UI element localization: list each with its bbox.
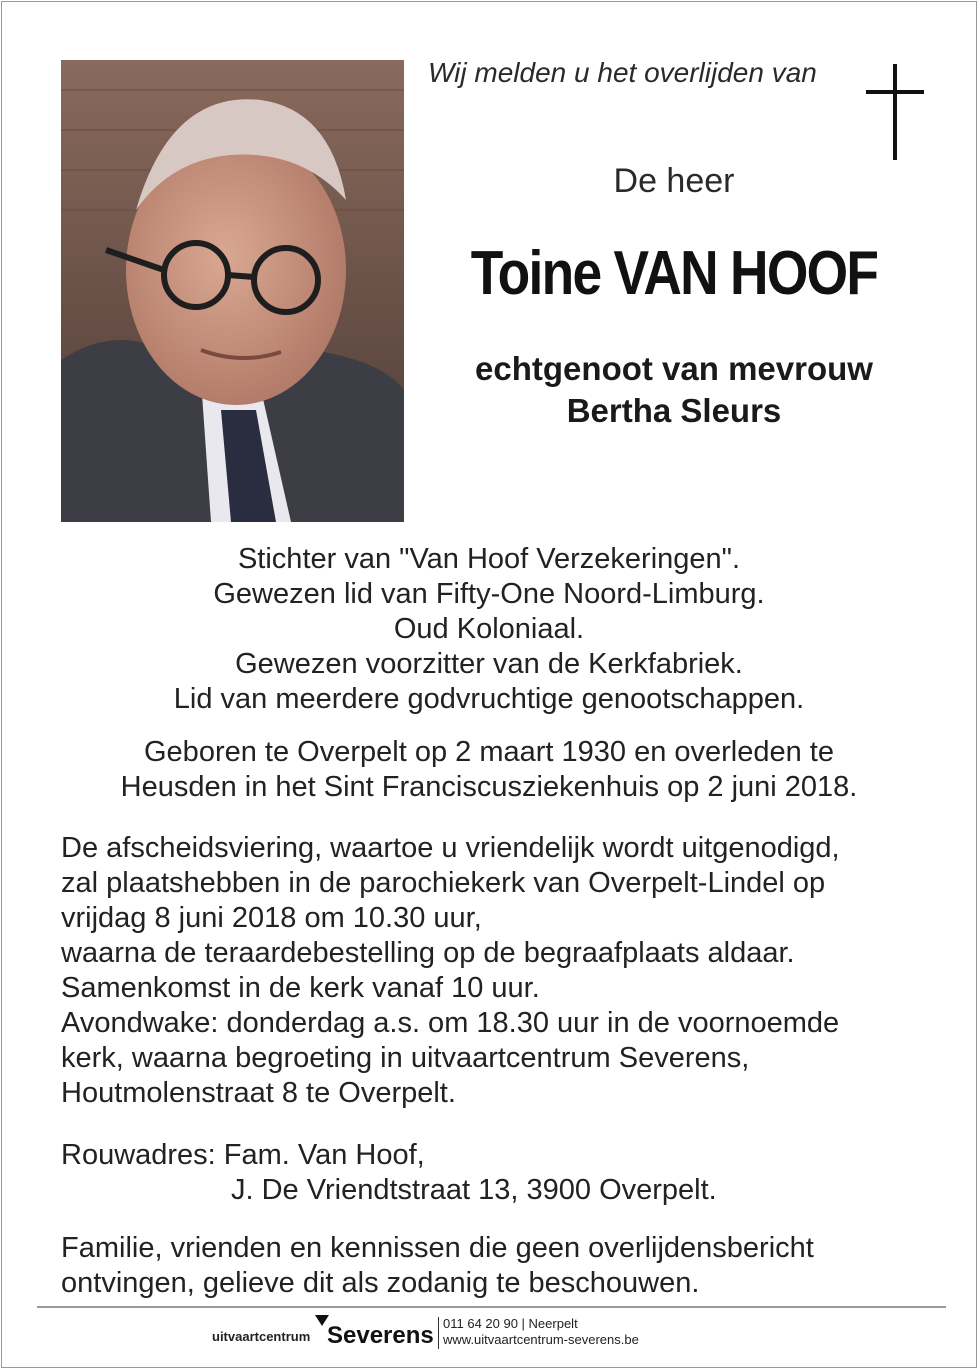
brand-separator (438, 1317, 439, 1349)
ceremony-line: Avondwake: donderdag a.s. om 18.30 uur in de voornoemde (61, 1007, 840, 1039)
brand-subtitle: uitvaartcentrum (212, 1329, 311, 1344)
notice-line: Familie, vrienden en kennissen die geen overlijdensbericht (61, 1232, 814, 1264)
intro-text: Wij melden u het overlijden van (428, 57, 817, 88)
role-line: Gewezen lid van Fifty-One Noord-Limburg. (213, 578, 765, 610)
role-line: Gewezen voorzitter van de Kerkfabriek. (235, 648, 743, 680)
ceremony-block (61, 831, 941, 1111)
ceremony-line: Houtmolenstraat 8 te Overpelt. (61, 1077, 456, 1109)
portrait-photo (61, 60, 404, 522)
birth-death-block (42, 735, 936, 805)
website-link[interactable]: www.uitvaartcentrum-severens.be (443, 1332, 639, 1347)
salutation: De heer (613, 162, 735, 200)
roles-block (42, 542, 936, 717)
portrait-image (61, 60, 404, 522)
ceremony-line: waarna de teraardebestelling op de begraafplaats aldaar. (61, 937, 795, 969)
notice-line: ontvingen, gelieve dit als zodanig te beschouwen. (61, 1267, 700, 1299)
obituary-card (1, 1, 977, 1368)
spouse-line-2: Bertha Sleurs (566, 392, 782, 429)
phone-line: 011 64 20 90 | Neerpelt (443, 1316, 578, 1331)
spouse-info (432, 348, 916, 432)
address-line-2: J. De Vriendtstraat 13, 3900 Overpelt. (231, 1174, 717, 1206)
footer (2, 1313, 980, 1353)
role-line: Lid van meerdere godvruchtige genootschappen. (173, 683, 805, 715)
role-line: Oud Koloniaal. (393, 613, 585, 645)
address-line-1: Rouwadres: Fam. Van Hoof, (61, 1139, 425, 1171)
cross-icon (866, 64, 924, 160)
ceremony-line: De afscheidsviering, waartoe u vriendelijk wordt uitgenodigd, (61, 832, 840, 864)
birth-line: Heusden in het Sint Franciscusziekenhuis op 2 juni 2018. (120, 771, 858, 803)
footer-divider (37, 1306, 946, 1308)
ceremony-line: zal plaatshebben in de parochiekerk van Overpelt-Lindel op (61, 867, 826, 899)
brand-name: Severens (327, 1322, 434, 1349)
mourning-address (61, 1138, 941, 1208)
deceased-name: Toine VAN HOOF (470, 239, 878, 308)
role-line: Stichter van "Van Hoof Verzekeringen". (237, 543, 741, 575)
spouse-line-1: echtgenoot van mevrouw (475, 350, 873, 387)
ceremony-line: Samenkomst in de kerk vanaf 10 uur. (61, 972, 540, 1004)
contact-info (443, 1316, 639, 1348)
ceremony-line: vrijdag 8 juni 2018 om 10.30 uur, (61, 902, 482, 934)
ceremony-line: kerk, waarna begroeting in uitvaartcentrum Severens, (61, 1042, 750, 1074)
notice-block (61, 1231, 941, 1301)
birth-line: Geboren te Overpelt op 2 maart 1930 en overleden te (144, 736, 834, 768)
